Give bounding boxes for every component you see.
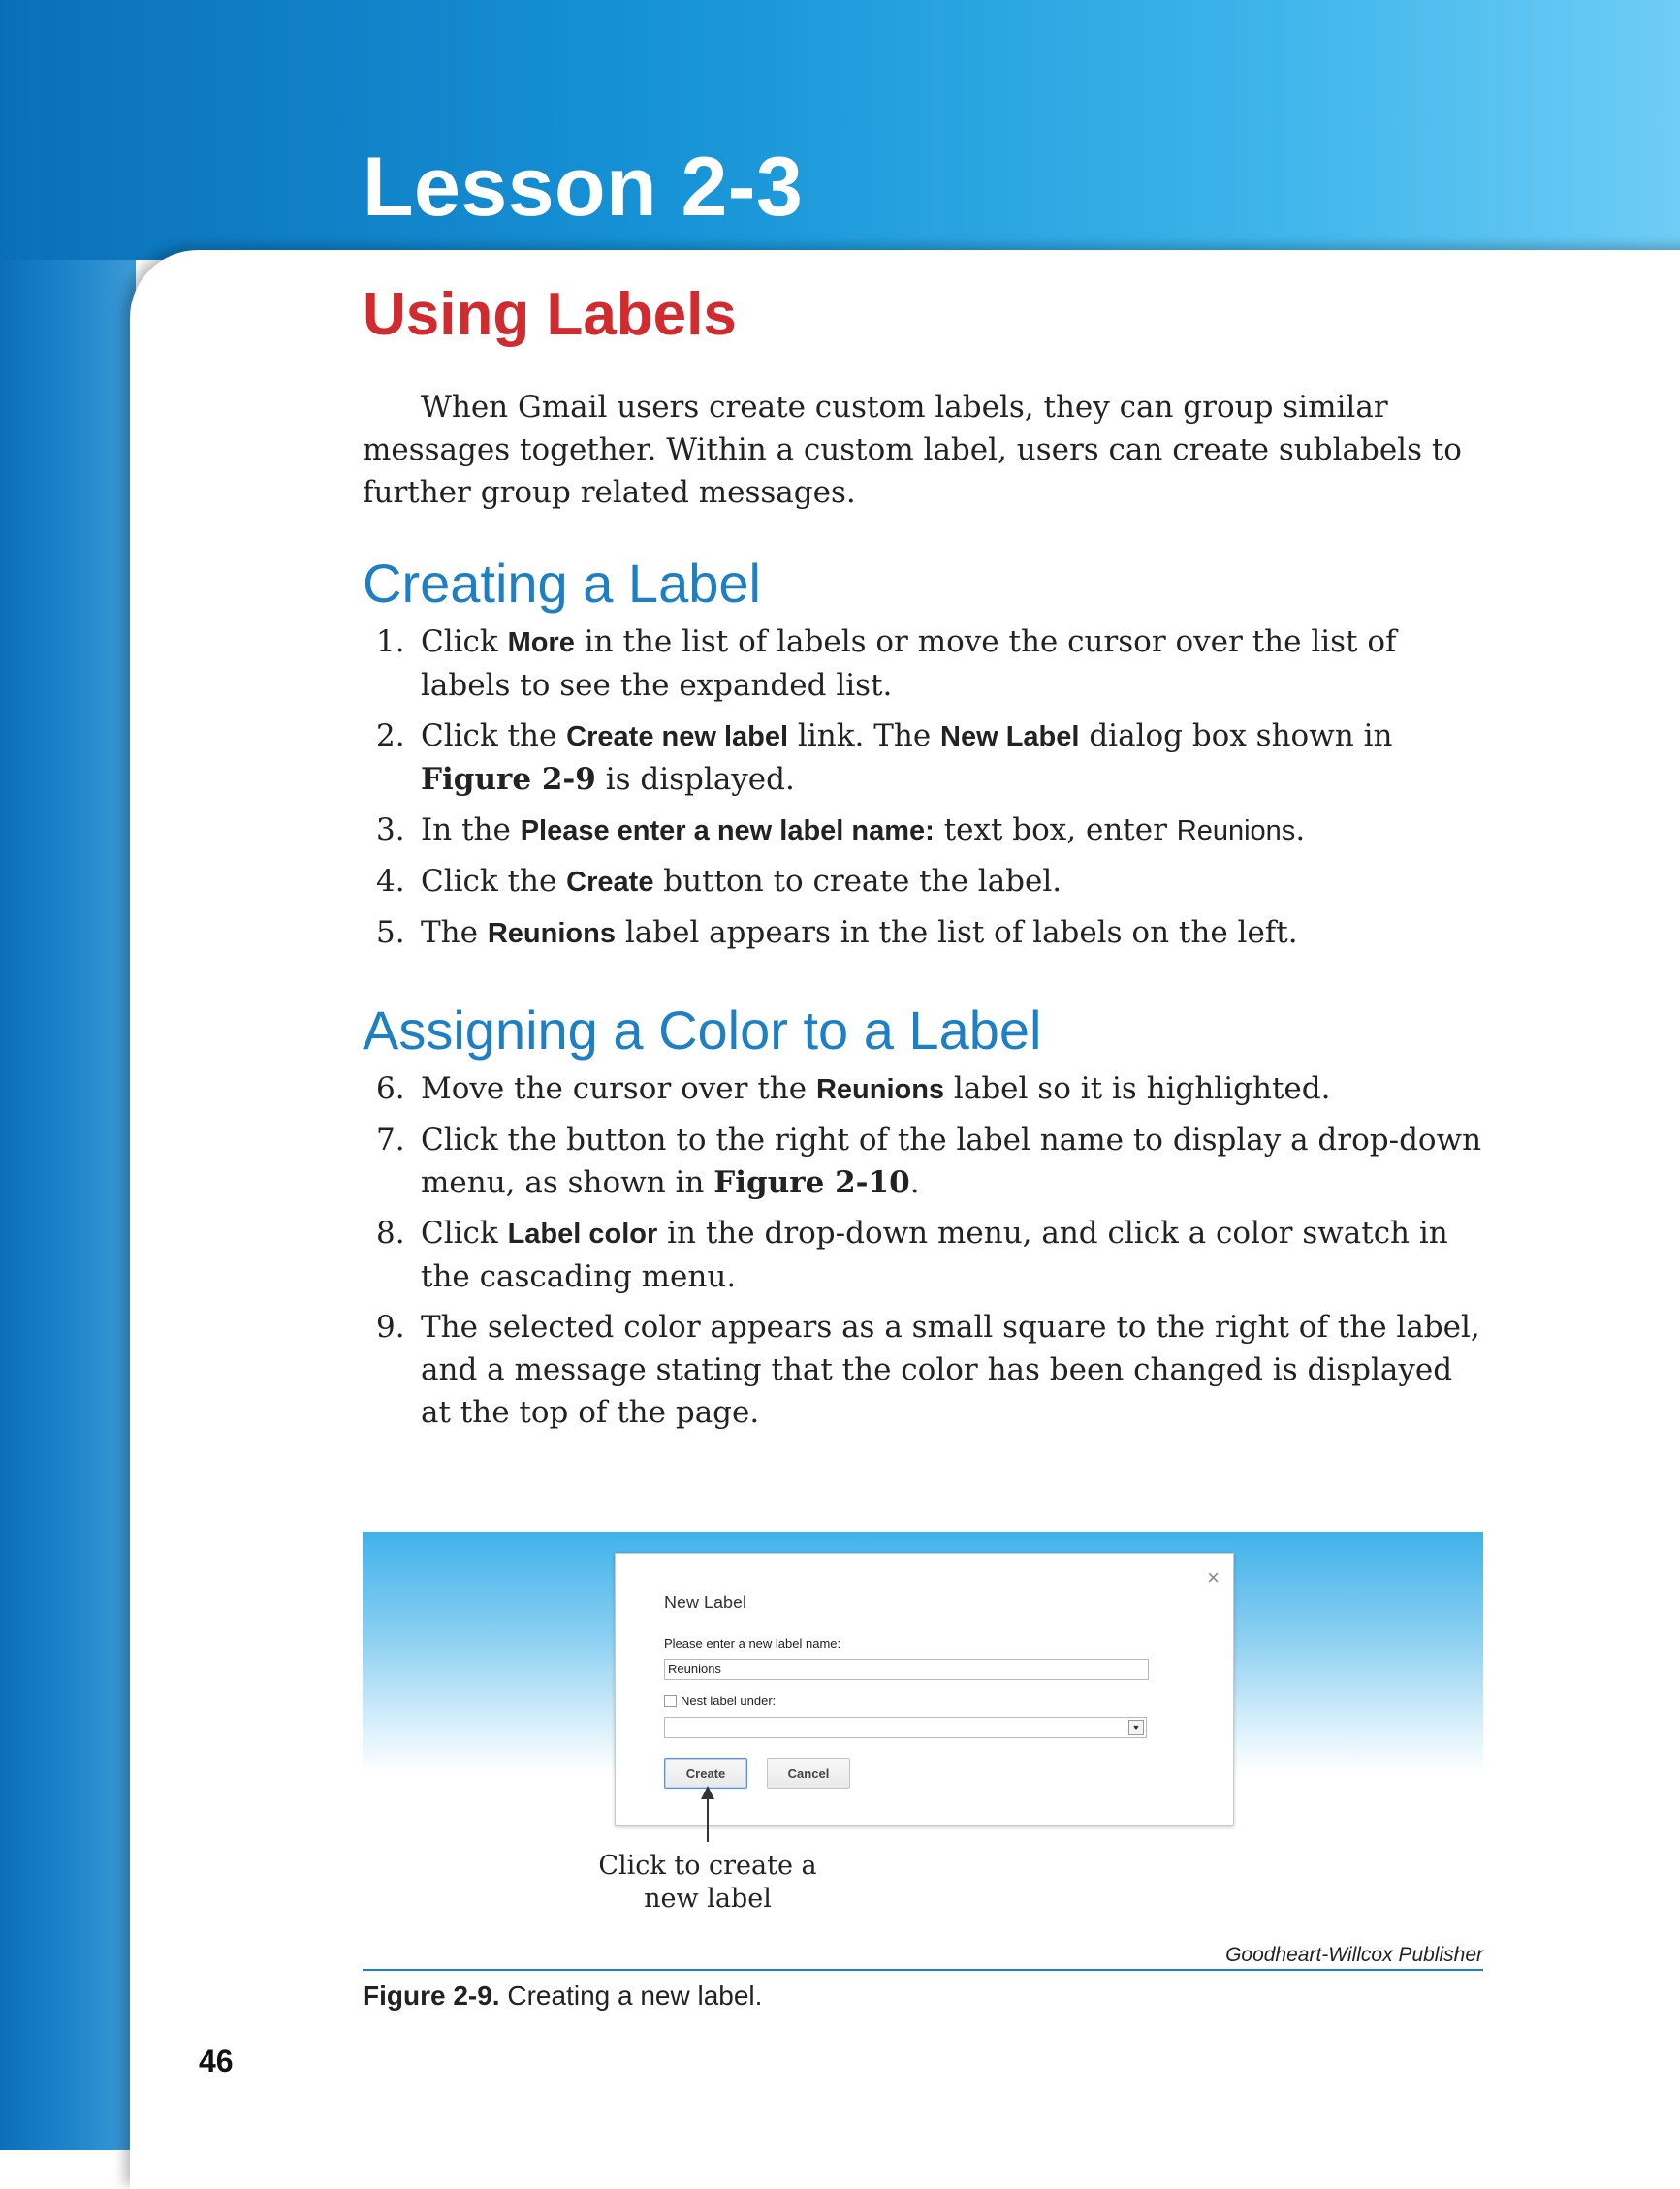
step-text: label so it is highlighted.: [944, 1071, 1331, 1106]
step-text: button to create the label.: [653, 864, 1062, 899]
nest-label-checkbox[interactable]: [664, 1695, 677, 1707]
step-text: Click: [421, 1216, 508, 1251]
step-keyword: Create: [566, 867, 654, 898]
step-item: [363, 620, 1487, 707]
dialog-title: New Label: [664, 1593, 747, 1612]
step-item: [363, 1306, 1487, 1434]
step-number: 6.: [376, 1071, 405, 1106]
callout-arrow-icon: [701, 1786, 714, 1799]
step-keyword: Reunions: [487, 918, 616, 949]
caption-label: Figure 2-9.: [363, 1981, 500, 2011]
step-keyword: More: [507, 627, 575, 658]
step-number: 9.: [376, 1310, 405, 1345]
label-name-input[interactable]: Reunions: [664, 1659, 1149, 1680]
step-item: [363, 714, 1487, 801]
step-item: [363, 860, 1487, 904]
step-text: Move the cursor over the: [421, 1071, 816, 1106]
section-heading-creating-label: Creating a Label: [363, 553, 761, 614]
page-number: 46: [199, 2044, 234, 2078]
label-name-prompt: Please enter a new label name:: [664, 1636, 841, 1651]
figure-reference: Figure 2-10: [713, 1165, 910, 1200]
nest-label-text: Nest label under:: [681, 1694, 777, 1708]
step-item: [363, 911, 1487, 955]
parent-label-select[interactable]: [664, 1717, 1147, 1738]
step-text: Click the: [421, 718, 567, 753]
publisher-credit: Goodheart-Willcox Publisher: [1225, 1944, 1483, 1966]
chapter-title: Using Labels: [363, 281, 737, 348]
step-number: 5.: [376, 915, 405, 950]
cancel-button[interactable]: Cancel: [767, 1758, 850, 1789]
caption-text: Creating a new label.: [499, 1981, 763, 2011]
callout-text: Click to create a new label: [598, 1851, 817, 1914]
step-text: Click the: [421, 864, 567, 899]
step-keyword: Please enter a new label name:: [520, 815, 935, 846]
step-text: The selected color appears as a small square to the right of the label, and a message stating that the color has been changed is displayed at the top of the page.: [421, 1310, 1480, 1430]
create-button[interactable]: Create: [664, 1758, 747, 1789]
intro-paragraph: When Gmail users create custom labels, they can group similar messages together. Within a custom label, users can create sublabels to further group related messages.: [363, 390, 1462, 510]
steps-list-color: [363, 1067, 1487, 1442]
left-blue-band: [0, 0, 136, 2150]
step-text: in the list of labels or move the cursor over the list of labels to see the expanded list.: [421, 624, 1397, 703]
step-text: .: [909, 1165, 920, 1200]
figure-reference: Figure 2-9: [421, 762, 596, 797]
step-item: [363, 809, 1487, 852]
step-text: In the: [421, 812, 521, 847]
section-heading-assigning-color: Assigning a Color to a Label: [363, 999, 1042, 1061]
step-entry-text: Reunions: [1176, 815, 1296, 846]
step-text: in the drop-down menu, and click a color swatch in the cascading menu.: [421, 1216, 1448, 1294]
figure-caption: [363, 1981, 762, 2012]
step-item: [363, 1212, 1487, 1298]
step-item: [363, 1067, 1487, 1111]
step-text: The: [421, 915, 488, 950]
step-text: is displayed.: [595, 762, 795, 797]
steps-list-creating: [363, 620, 1487, 963]
step-keyword: New Label: [940, 721, 1080, 752]
step-number: 1.: [376, 624, 405, 659]
step-text: label appears in the list of labels on the left.: [615, 915, 1298, 950]
step-text: Click: [421, 624, 508, 659]
step-keyword: Label color: [507, 1219, 658, 1250]
nest-label-option[interactable]: [664, 1694, 776, 1708]
step-number: 2.: [376, 718, 405, 753]
step-text: .: [1295, 812, 1306, 847]
step-number: 3.: [376, 812, 405, 847]
lesson-title: Lesson 2-3: [363, 141, 804, 234]
top-blue-band: [0, 0, 1680, 260]
step-item: [363, 1119, 1487, 1204]
figure-rule: [363, 1969, 1483, 1971]
step-text: dialog box shown in: [1079, 718, 1393, 753]
step-number: 4.: [376, 864, 405, 899]
step-text: link. The: [788, 718, 941, 753]
close-icon[interactable]: ×: [1207, 1566, 1220, 1590]
step-number: 7.: [376, 1123, 405, 1158]
step-number: 8.: [376, 1216, 405, 1251]
dropdown-arrow-icon[interactable]: ▼: [1128, 1720, 1144, 1735]
step-text: text box, enter: [934, 812, 1177, 847]
step-text: Click the button to the right of the label name to display a drop-down menu, as shown in: [421, 1123, 1482, 1200]
step-keyword: Create new label: [566, 721, 789, 752]
step-keyword: Reunions: [815, 1074, 945, 1105]
